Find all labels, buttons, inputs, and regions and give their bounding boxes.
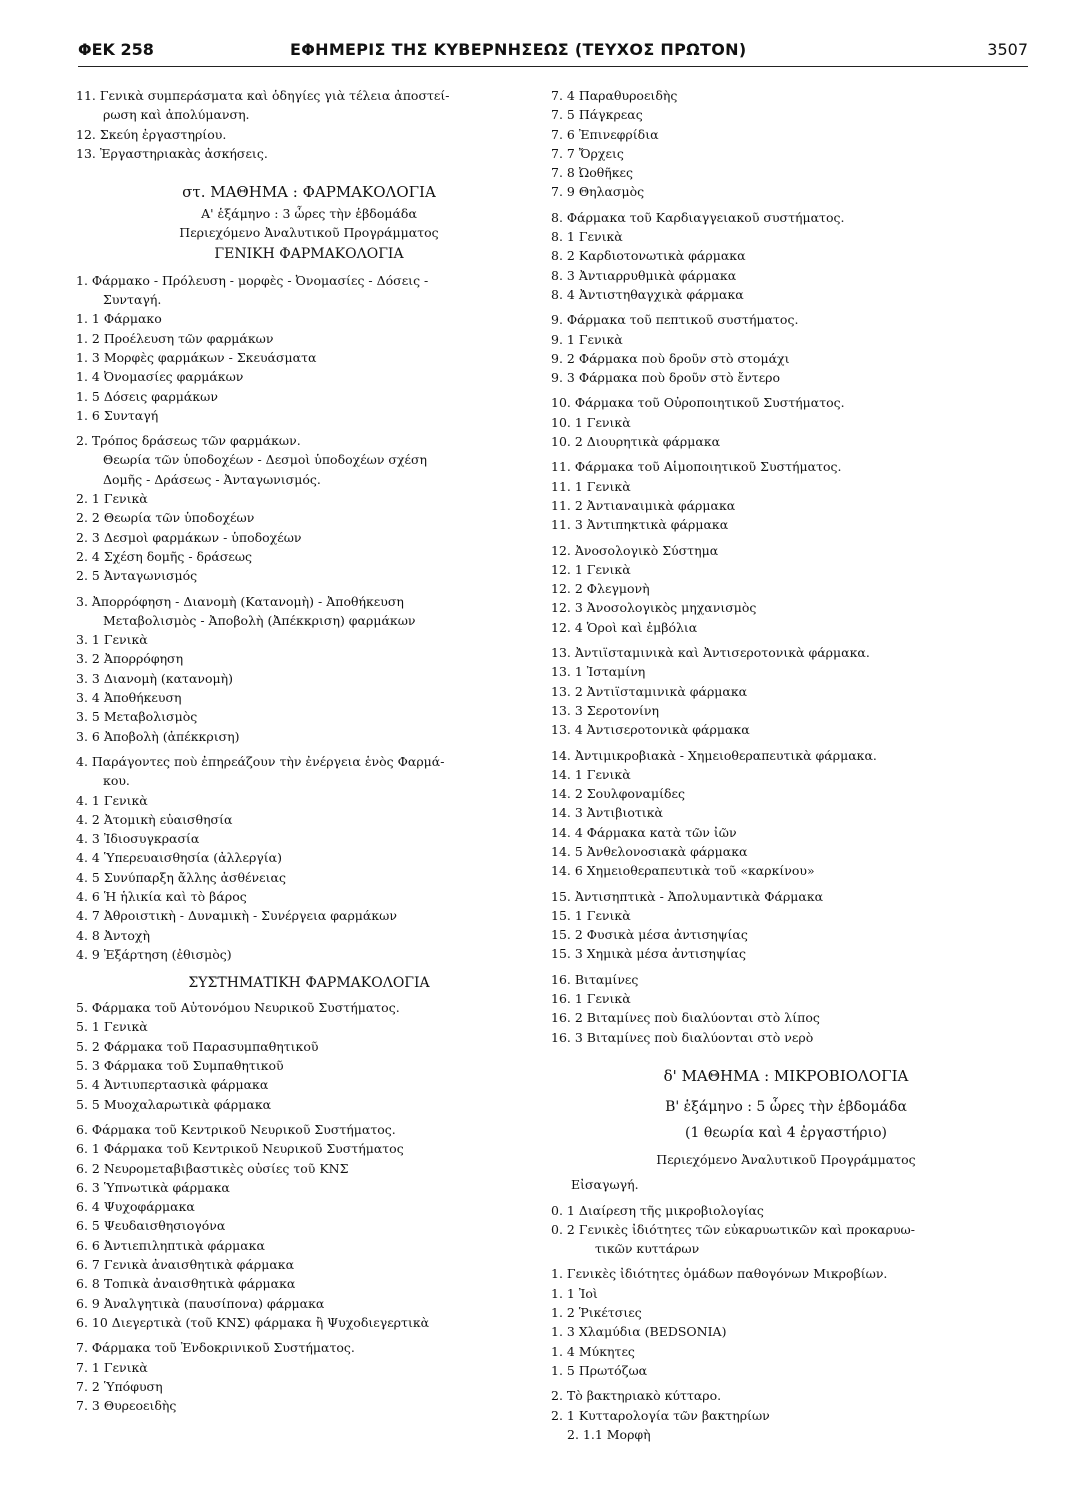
text-line: 1. 3 Χλαμύδια (BEDSONIA) (551, 1324, 727, 1340)
text-line: 7. 6 Ἐπινεφρίδια (551, 126, 659, 142)
text-line: 1. 2 Ῥικέτσιες (551, 1305, 642, 1321)
text-line: 2. Τρόπος δράσεως τῶν φαρμάκων. (76, 433, 301, 449)
text-line: 1. 4 Ὀνομασίες φαρμάκων (76, 369, 244, 385)
text-line: 7. 1 Γενικὰ (76, 1359, 148, 1375)
text-line: 6. 2 Νευρομεταβιβαστικὲς οὐσίες τοῦ ΚΝΣ (76, 1160, 349, 1176)
text-line: 3. 3 Διανομὴ (κατανομὴ) (76, 670, 234, 686)
section-subheading: Περιεχόμενο Ἀναλυτικοῦ Προγράμματος (656, 1151, 916, 1167)
text-line: 13. 4 Ἀντισεροτονικὰ φάρμακα (551, 722, 750, 738)
text-line: 7. 3 Θυρεοειδὴς (76, 1398, 177, 1414)
text-line: 4. 7 Ἀθροιστικὴ - Δυναμικὴ - Συνέργεια φαρμάκων (76, 908, 397, 924)
text-line: 13. 2 Ἀντιϊσταμινικὰ φάρμακα (551, 683, 748, 699)
text-line: 2. 4 Σχέση δομῆς - δράσεως (76, 548, 253, 564)
text-line: 2. 1 Γενικὰ (76, 491, 148, 507)
section-subheading: Περιεχόμενο Ἀναλυτικοῦ Προγράμματος (179, 225, 439, 241)
gazette-issue: ΦΕΚ 258 (78, 40, 154, 59)
text-line: 14. 1 Γενικὰ (551, 766, 631, 782)
text-line: 2. 2 Θεωρία τῶν ὑποδοχέων (76, 510, 255, 526)
text-line: 2. 3 Δεσμοὶ φαρμάκων - ὑποδοχέων (76, 529, 302, 545)
text-line: 15. 3 Χημικὰ μέσα ἀντισηψίας (551, 946, 746, 962)
text-line: 16. 1 Γενικὰ (551, 991, 631, 1007)
text-line: 2. 5 Ἀνταγωνισμός (76, 568, 198, 584)
text-line: 13. 3 Σεροτονίνη (551, 702, 659, 718)
introduction-label: Εἰσαγωγή. (571, 1177, 639, 1193)
text-line: 1. 1 Φάρμακο (76, 311, 162, 327)
text-line: 1. Φάρμακο - Πρόλευση - μορφὲς - Ὀνομασίες - Δόσεις - (76, 272, 429, 288)
text-line: τικῶν κυττάρων (595, 1241, 700, 1257)
text-line: 2. Τὸ βακτηριακὸ κύτταρο. (551, 1388, 722, 1404)
text-line: 12. Ἀνοσολογικὸ Σύστημα (551, 542, 719, 558)
text-line: 5. 4 Ἀντιυπερτασικὰ φάρμακα (76, 1077, 269, 1093)
page-number: 3507 (987, 40, 1028, 59)
text-line: 8. Φάρμακα τοῦ Καρδιαγγειακοῦ συστήματος. (551, 209, 845, 225)
text-line: 5. 1 Γενικὰ (76, 1019, 148, 1035)
text-line: 4. 1 Γενικὰ (76, 792, 148, 808)
text-line: 8. 3 Ἀντιαρρυθμικὰ φάρμακα (551, 267, 737, 283)
text-line: 7. Φάρμακα τοῦ Ἐνδοκρινικοῦ Συστήματος. (76, 1340, 355, 1356)
text-line: 6. 7 Γενικὰ ἀναισθητικὰ φάρμακα (76, 1257, 295, 1273)
text-line: 7. 8 Ὠοθῆκες (551, 165, 634, 181)
text-line: 2. 1 Κυτταρολογία τῶν βακτηρίων (551, 1407, 770, 1423)
text-line: 6. 8 Τοπικὰ ἀναισθητικὰ φάρμακα (76, 1276, 296, 1292)
text-line: 10. 2 Διουρητικὰ φάρμακα (551, 434, 721, 450)
text-line: 0. 1 Διαίρεση τῆς μικροβιολογίας (551, 1202, 764, 1218)
text-line: 10. 1 Γενικὰ (551, 414, 631, 430)
text-line: 6. 5 Ψευδαισθησιογόνα (76, 1218, 226, 1234)
text-line: 16. Βιταμίνες (551, 971, 639, 987)
gazette-title: ΕΦΗΜΕΡΙΣ ΤΗΣ ΚΥΒΕΡΝΗΣΕΩΣ (ΤΕΥΧΟΣ ΠΡΩΤΟΝ) (290, 40, 747, 59)
text-line: 1. 2 Προέλευση τῶν φαρμάκων (76, 330, 274, 346)
text-line: 4. 2 Ἀτομικὴ εὐαισθησία (76, 811, 233, 827)
text-line: 6. Φάρμακα τοῦ Κεντρικοῦ Νευρικοῦ Συστήματος. (76, 1121, 396, 1137)
text-line: 6. 3 Ὑπνωτικὰ φάρμακα (76, 1179, 230, 1195)
text-line: 11. Γενικὰ συμπεράσματα καὶ ὁδηγίες γιὰ τέλεια ἀποστεί- (76, 88, 450, 103)
text-line: 3. Ἀπορρόφηση - Διανομὴ (Κατανομὴ) - Ἀποθήκευση (76, 593, 404, 609)
text-line: 6. 6 Ἀντιεπιληπτικὰ φάρμακα (76, 1237, 265, 1253)
text-line: 7. 9 Θηλασμὸς (551, 184, 645, 200)
text-line: 1. Γενικὲς ἰδιότητες ὁμάδων παθογόνων Μικροβίων. (551, 1266, 888, 1282)
text-line: 4. Παράγοντες ποὺ ἐπηρεάζουν τὴν ἐνέργεια ἑνὸς Φαρμά- (76, 753, 445, 769)
section-heading: ΓΕΝΙΚΗ ΦΑΡΜΑΚΟΛΟΓΙΑ (214, 245, 404, 262)
text-line: 5. Φάρμακα τοῦ Αὐτονόμου Νευρικοῦ Συστήματος. (76, 1000, 400, 1016)
text-line: 13. 1 Ἰσταμίνη (551, 664, 646, 680)
text-line: 4. 6 Ἡ ἡλικία καὶ τὸ βάρος (76, 888, 247, 904)
text-line: 1. 3 Μορφὲς φαρμάκων - Σκευάσματα (76, 349, 317, 365)
text-line: 0. 2 Γενικὲς ἰδιότητες τῶν εὐκαρυωτικῶν καὶ προκαρυω- (551, 1221, 915, 1237)
semester-line: Α' ἑξάμηνο : 3 ὧρες τὴν ἑβδομάδα (201, 206, 417, 222)
text-line: 12. 2 Φλεγμονὴ (551, 581, 650, 597)
text-line: 11. 2 Ἀντιαναιμικὰ φάρμακα (551, 497, 736, 513)
section-title: δ' ΜΑΘΗΜΑ : ΜΙΚΡΟΒΙΟΛΟΓΙΑ (663, 1066, 909, 1085)
text-line: 9. 2 Φάρμακα ποὺ δροῦν στὸ στομάχι (551, 350, 790, 366)
text-line: 12. 3 Ἀνοσολογικὸς μηχανισμὸς (551, 600, 757, 616)
text-line: 5. 3 Φάρμακα τοῦ Συμπαθητικοῦ (76, 1058, 284, 1074)
text-line: 2. 1.1 Μορφὴ (567, 1426, 651, 1442)
text-line: 12. Σκεύη ἐργαστηρίου. (76, 126, 227, 142)
section-title: στ. ΜΑΘΗΜΑ : ΦΑΡΜΑΚΟΛΟΓΙΑ (182, 183, 436, 202)
text-line: 4. 9 Ἐξάρτηση (ἐθισμὸς) (76, 946, 232, 962)
text-line: 4. 8 Ἀντοχὴ (76, 927, 150, 943)
text-line: 13. Ἀντιϊσταμινικὰ καὶ Ἀντισεροτονικὰ φάρμακα. (551, 645, 870, 661)
text-line: 6. 10 Διεγερτικὰ (τοῦ ΚΝΣ) φάρμακα ἢ Ψυχοδιεγερτικὰ (76, 1314, 430, 1330)
text-line: 14. Ἀντιμικροβιακὰ - Χημειοθεραπευτικὰ φάρμακα. (551, 747, 877, 763)
text-line: 9. Φάρμακα τοῦ πεπτικοῦ συστήματος. (551, 312, 799, 328)
text-line: 12. 1 Γενικὰ (551, 561, 631, 577)
text-line: 12. 4 Ὁροὶ καὶ ἐμβόλια (551, 619, 698, 635)
text-line: 3. 4 Ἀποθήκευση (76, 690, 182, 706)
right-column (551, 86, 1021, 1444)
text-line: 15. 1 Γενικὰ (551, 907, 631, 923)
text-line: 11. 3 Ἀντιπηκτικὰ φάρμακα (551, 517, 729, 533)
text-line: 4. 4 Ὑπερευαισθησία (ἀλλεργία) (76, 850, 282, 866)
text-line: 3. 5 Μεταβολισμὸς (76, 709, 198, 725)
text-line: 14. 6 Χημειοθεραπευτικὰ τοῦ «καρκίνου» (551, 863, 815, 879)
text-line: ρωση καὶ ἀπολύμανση. (103, 107, 250, 123)
section-heading: ΣΥΣΤΗΜΑΤΙΚΗ ΦΑΡΜΑΚΟΛΟΓΙΑ (188, 975, 430, 992)
text-line: 1. 6 Συνταγή (76, 407, 159, 423)
text-line: 1. 5 Δόσεις φαρμάκων (76, 388, 218, 404)
text-line: 8. 1 Γενικὰ (551, 229, 623, 245)
left-column (76, 86, 542, 1415)
text-line: 6. 4 Ψυχοφάρμακα (76, 1199, 195, 1215)
text-line: 10. Φάρμακα τοῦ Οὐροποιητικοῦ Συστήματος. (551, 395, 845, 411)
text-line: 3. 2 Ἀπορρόφηση (76, 651, 184, 667)
text-line: Θεωρία τῶν ὑποδοχέων - Δεσμοὶ ὑποδοχέων σχέση (103, 452, 428, 468)
text-line: 6. 1 Φάρμακα τοῦ Κεντρικοῦ Νευρικοῦ Συστήματος (76, 1141, 404, 1157)
text-line: 7. 5 Πάγκρεας (551, 107, 643, 123)
text-line: 1. 1 Ἰοὶ (551, 1285, 598, 1301)
text-line: 6. 9 Ἀναλγητικὰ (παυσίπονα) φάρμακα (76, 1295, 325, 1311)
hours-breakdown: (1 θεωρία καὶ 4 ἐργαστήριο) (685, 1124, 887, 1141)
text-line: Μεταβολισμὸς - Ἀποβολὴ (Ἀπέκκριση) φαρμάκων (103, 612, 416, 628)
text-line: 13. Ἐργαστηριακὰς ἀσκήσεις. (76, 145, 268, 161)
text-line: 7. 4 Παραθυροειδὴς (551, 88, 678, 103)
text-line: 1. 4 Μύκητες (551, 1343, 635, 1359)
text-line: 15. Ἀντισηπτικὰ - Ἀπολυμαντικὰ Φάρμακα (551, 888, 824, 904)
text-line: 7. 2 Ὑπόφυση (76, 1378, 163, 1394)
text-line: 14. 2 Σουλφοναμίδες (551, 786, 686, 802)
text-line: 3. 1 Γενικὰ (76, 632, 148, 648)
text-line: 5. 2 Φάρμακα τοῦ Παρασυμπαθητικοῦ (76, 1038, 319, 1054)
text-line: 1. 5 Πρωτόζωα (551, 1362, 648, 1378)
text-line: Δομῆς - Δράσεως - Ἀνταγωνισμός. (103, 471, 321, 487)
text-line: 16. 2 Βιταμίνες ποὺ διαλύονται στὸ λίπος (551, 1010, 820, 1026)
text-line: 16. 3 Βιταμίνες ποὺ διαλύονται στὸ νερὸ (551, 1029, 814, 1045)
text-line: 9. 3 Φάρμακα ποὺ δροῦν στὸ ἔντερο (551, 370, 781, 386)
text-line: Συνταγή. (103, 292, 162, 308)
text-line: 11. 1 Γενικὰ (551, 478, 631, 494)
text-line: 5. 5 Μυοχαλαρωτικὰ φάρμακα (76, 1096, 272, 1112)
text-line: κου. (103, 773, 130, 789)
text-line: 14. 3 Ἀντιβιοτικὰ (551, 805, 663, 821)
text-line: 3. 6 Ἀποβολὴ (ἀπέκκριση) (76, 728, 240, 744)
text-line: 8. 2 Καρδιοτονωτικὰ φάρμακα (551, 248, 746, 264)
text-line: 4. 5 Συνύπαρξη ἄλλης ἀσθένειας (76, 869, 286, 885)
text-line: 11. Φάρμακα τοῦ Αἱμοποιητικοῦ Συστήματος. (551, 459, 842, 475)
text-line: 9. 1 Γενικὰ (551, 331, 623, 347)
text-line: 7. 7 Ὄρχεις (551, 145, 624, 161)
text-line: 14. 5 Ἀνθελονοσιακὰ φάρμακα (551, 843, 748, 859)
page-header (78, 38, 1028, 67)
text-line: 4. 3 Ἰδιοσυγκρασία (76, 831, 200, 847)
text-line: 8. 4 Ἀντιστηθαγχικὰ φάρμακα (551, 286, 744, 302)
text-line: 15. 2 Φυσικὰ μέσα ἀντισηψίας (551, 927, 748, 943)
text-line: 14. 4 Φάρμακα κατὰ τῶν ἰῶν (551, 824, 737, 840)
semester-line: Β' ἑξάμηνο : 5 ὧρες τὴν ἑβδομάδα (665, 1098, 907, 1115)
